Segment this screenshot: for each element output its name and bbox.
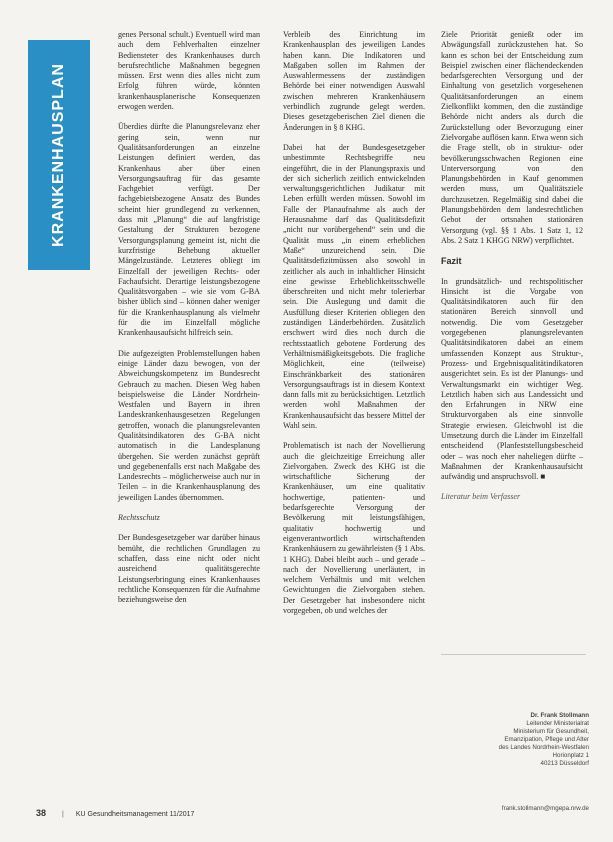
author-title: Leitender Ministerialrat [526,720,589,727]
text-column-1 [118,30,260,615]
fazit-text: In grundsätzlich- und rechtspolitischer Hinsicht ist die Vorgabe von Qualitätsindikatoren auch für den stationären Bereich sinnvoll und notwendig. Die vom Gesetzgeber vorgegebenen planungsrelevanten Qualitätsindikatoren dabei an einem umfassenden Konzept aus Struktur-, Prozess- und Ergebnisqualitätindikatoren ausgerichtet sein. Es ist der Planungs- und Verwaltungsmarkt ein wichtiger Weg. Letztlich haben sich aus Landessicht und den Erfahrungen in NRW eine Strukturvorgaben als eine sinnvolle Strategie erwiesen. Gleichwohl ist die Umsetzung durch die Länder im Einzelfall entscheidend (Planfeststellungsbescheid oder – was noch eher naheliegen dürfte – Maßnahmen der Krankenhausaufsicht aufwändig und anspruchsvoll. [441,276,583,482]
author-affiliation: Ministerium für Gesundheit, [513,728,589,735]
page-number: 38 [36,808,47,818]
section-tab [28,40,90,270]
paragraph: Die aufgezeigten Problemstellungen haben einige Länder dazu bewogen, von der Abweichungskompetenz im Bundesrecht Gebrauch zu machen. Diesen Weg haben beispielsweise die Länder Nordrhein-Westfalen und Bayern in ihren Landeskrankenhausgesetzen Regelungen getroffen, wonach die planungsrelevanten Qualitätsindikatoren des G-BA nicht automatisch in die Landesplanung übergehen. Sie werden zunächst geprüft und gegebenenfalls erst nach Maßgabe des Landesrechts – möglicherweise auch nur in Teilen – in die Krankenhausplanung des jeweiligen Landes übernommen. [118,348,260,502]
page-footer [36,808,194,818]
text-column-3 [441,30,583,513]
text-column-2 [283,30,425,626]
paragraph: Problematisch ist nach der Novellierung auch die gleichzeitige Erreichung aller Zielvorgaben. Zweck des KHG ist die wirtschaftliche Sicherung der Krankenhäuser, um eine qualitativ hochwertige, patienten- und bedarfsgerechte Versorgung der Bevölkerung mit leistungsfähigen, qualitativ hochwertig und eigenverantwortlich wirtschaftenden Krankenhäusern zu gewährleisten (§ 1 Abs. 1 KHG). Dabei bleibt auch – und gerade – nach der Novellierung unerläutert, in welchem Verhältnis und mit welchen Gewichtungen die Zielvorgaben stehen. Der Gesetzgeber hat insbesondere nicht vorgegeben, ob und welches der [283,441,425,616]
section-tab-label: KRANKENHAUSPLAN [50,63,67,247]
author-box [441,712,589,768]
author-address: Horionplatz 1 [552,752,589,759]
publication-name: KU Gesundheitsmanagement 11/2017 [75,811,195,818]
paragraph: Ziele Priorität genießt oder im Abwägungsfall zurückzustehen hat. So kann es schon bei der Entscheidung zum Beispiel zwischen einer flächendeckenden bedarfsgerechten Versorgung und der Einhaltung von gesetzlich vorgesehenen Qualitätsanforderungen an einem Zielkonflikt kommen, den die zuständige Behörde nicht anders als durch die Zurückstellung oder Bevorzugung einer Zielvorgabe auflösen kann. Etwa wenn sich die Frage stellt, ob in struktur- oder bevölkerungsschwachen Regionen eine Unterversorgung von den Planungsbehörden in Kauf genommen werden muss, um Qualitätsziele durchzusetzen. Regelmäßig sind dabei die Planungsbehörden dem landesrechtlichen Gebot der ortsnahen stationären Versorgung (vgl. §§ 1 Abs. 1 Satz 1, 12 Abs. 2 Satz 1 KHGG NRW) verpflichtet. [441,30,583,245]
divider [441,654,586,655]
paragraph: Überdies dürfte die Planungsrelevanz eher gering sein, wenn nur Qualitätsanforderungen an einzelne Leistungen definiert werden, das Krankenhaus aber über einen Versorgungsauftrag für das gesamte Fachgebiet verfügt. Der fachgebietsbezogene Ansatz des Bundes scheint hier grundlegend zu verkennen, dass mit „Planung“ die auf langfristige Gestaltung der Strukturen bezogene Versorgungsplanung gemeint ist, nicht die kurzfristige Behebung aktueller Mängelzustände. Letzteres obliegt im Einzelfall der jeweiligen Rechts- oder Fachaufsicht. Derartige leistungsbezogene Qualitätsvorgaben – wie sie vom G-BA bisher üblich sind – können daher weniger für die Krankenhausplanung als vielmehr für die im Einzelfall mögliche Krankenhausaufsicht hilfreich sein. [118,122,260,338]
author-affiliation: Emanzipation, Pflege und Alter [504,736,589,743]
end-mark-icon: ■ [540,472,546,482]
fazit-paragraph [441,277,583,483]
subheading-rechtsschutz: Rechtsschutz [118,513,160,523]
paragraph: Dabei hat der Bundesgesetzgeber unbestimmte Rechtsbegriffe neu eingeführt, die in der Planungspraxis und der sich sicherlich zeitlich entwickelnden verwaltungsgerichtlichen Judikatur mit Leben erfüllt werden müssen. Sowohl im Falle der Planaufnahme als auch der Herausnahme darf das Qualitätsdefizit „nicht nur vorübergehend“ sein und die Qualität muss „in einem erheblichen Maße“ unzureichend sein. Die Qualitätsdefizitmüssen also sowohl in zeitlicher als auch in inhaltlicher Hinsicht eine gewisse Erheblichkeitsschwelle überschreiten und nicht mehr tolerierbar sein. Die Auslegung und damit die Ausfüllung dieser Kriterien obliegen den zuständigen Länderbehörden. Zusätzlich erschwert wird dies noch durch die rechtsstaatlich gebotene Forderung des Verhältnismäßigkeitsgebots. Die fragliche Möglichkeit, eine (teilweise) Einschränkbarkeit des stationären Versorgungsauftrags ist in diesem Kontext dann falls mit zu berücksichtigen. Letztlich werden wohl Maßnahmen der Krankenhausaufsicht das bessere Mittel der Wahl sein. [283,142,425,430]
paragraph: genes Personal schult.) Eventuell wird man auch dem Fehlverhalten einzelner Bediensteter des Krankenhauses durch berufsrechtliche Maßnahmen begegnen müssen. Erst wenn dies alles nicht zum Erfolg führen würde, könnten krankenhausplanerische Konsequenzen erwogen werden. [118,30,260,112]
paragraph: Verbleib des Einrichtung im Krankenhausplan des jeweiligen Landes haben kann. Die Indikatoren und Maßgaben sollen im Rahmen der Auswahlermessens der zuständigen Behörde bei einer notwendigen Auswahl zwischen mehreren Krankenhäusern verbindlich zugrunde gelegt werden. Dieses gesetzgeberischen Ziel dienen die Änderungen in § 8 KHG. [283,30,425,132]
author-name: Dr. Frank Stollmann [530,712,589,719]
footer-separator: | [62,811,64,818]
fazit-heading: Fazit [441,256,462,267]
author-address: 40213 Düsseldorf [540,760,589,767]
author-email[interactable]: frank.stollmann@mgepa.nrw.de [501,805,589,812]
literature-note: Literatur beim Verfasser [441,492,521,502]
paragraph: Der Bundesgesetzgeber war darüber hinaus bemüht, die rechtlichen Grundlagen zu schaffen, dass eine nicht oder nicht ausreichend qualitätsgerechte Leistungserbringung eines Krankenhauses rechtliche Konsequenzen für die Aufnahme beziehungsweise den [118,533,260,605]
author-affiliation: des Landes Nordrhein-Westfalen [498,744,589,751]
